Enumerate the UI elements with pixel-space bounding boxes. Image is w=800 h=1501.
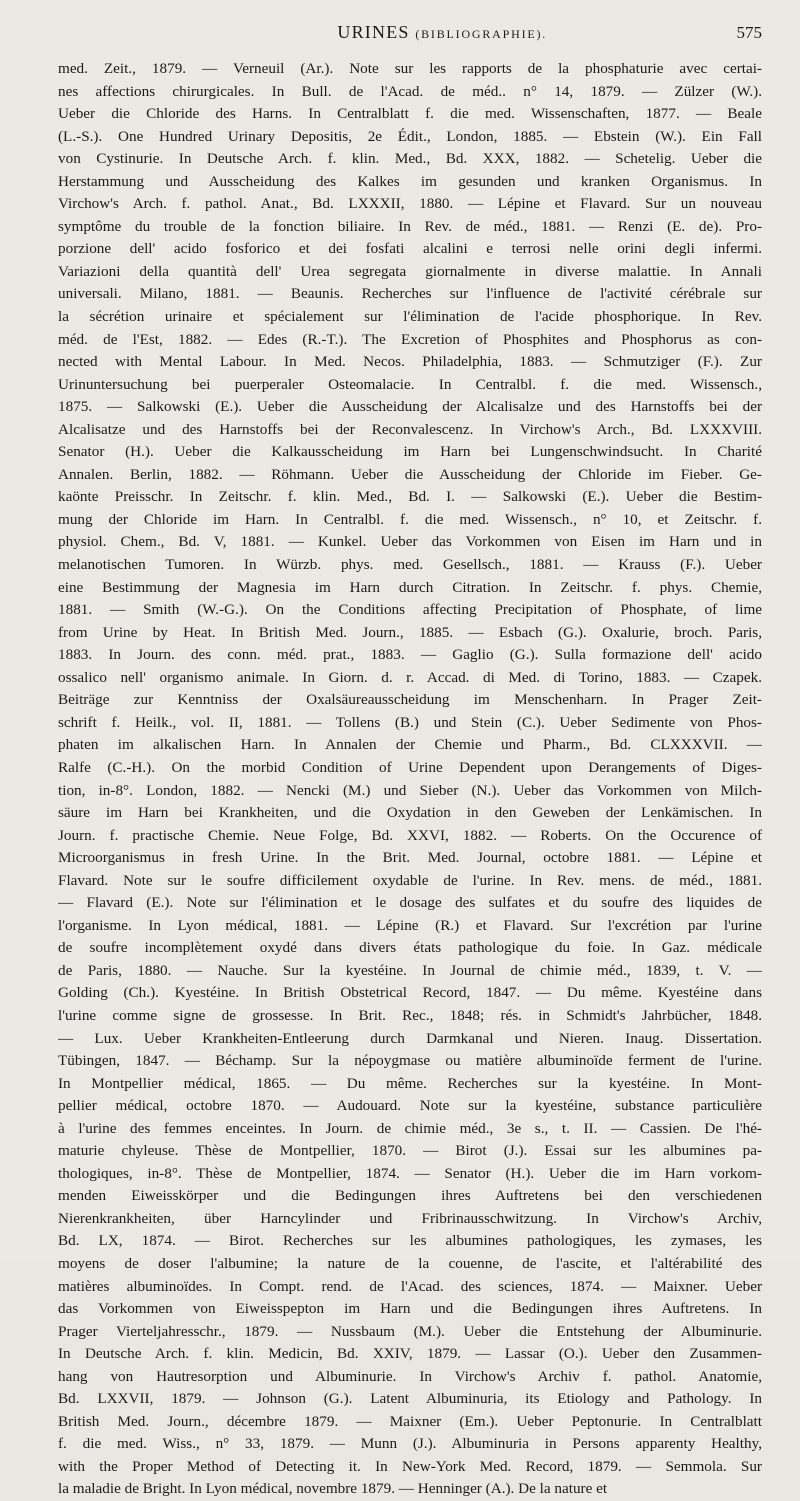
text-line: matières albuminoïdes. In Compt. rend. de l'Acad. des sciences, 1874. — Maixner. Ueber (58, 1277, 762, 1295)
text-line: melanotischen Tumoren. In Würzb. phys. med. Gesellsch., 1881. — Krauss (F.). Ueber (58, 556, 762, 574)
text-line: Senator (H.). Ueber die Kalkausscheidung im Harn bei Lungenschwindsucht. In Charité (58, 443, 762, 461)
text-line: Tübingen, 1847. — Béchamp. Sur la népoygmase ou matière albuminoïde ferment de l'urine. (58, 1052, 762, 1070)
text-line: In Deutsche Arch. f. klin. Medicin, Bd. XXIV, 1879. — Lassar (O.). Ueber den Zusammen- (58, 1345, 762, 1363)
text-line: tion, in-8°. London, 1882. — Nencki (M.) und Sieber (N.). Ueber das Vorkommen von Milch- (58, 781, 762, 799)
text-line: Virchow's Arch. f. pathol. Anat., Bd. LXXXII, 1880. — Lépine et Flavard. Sur un nouveau (58, 195, 762, 213)
text-line: Ueber die Chloride des Harns. In Centralblatt f. die med. Wissenschaften, 1877. — Beale (58, 105, 762, 123)
text-line: Prager Vierteljahresschr., 1879. — Nussbaum (M.). Ueber die Entstehung der Albuminurie. (58, 1322, 762, 1340)
text-line: (L.-S.). One Hundred Urinary Depositis, 2e Édit., London, 1885. — Ebstein (W.). Ein Fall (58, 127, 762, 145)
text-line: — Lux. Ueber Krankheiten-Entleerung durch Darmkanal und Nieren. Inaug. Dissertation. (58, 1029, 762, 1047)
text-line: symptôme du trouble de la fonction biliaire. In Rev. de méd., 1881. — Renzi (E. de). Pro- (58, 217, 762, 235)
text-line: l'organisme. In Lyon médical, 1881. — Lépine (R.) et Flavard. Sur l'excrétion par l'urine (58, 916, 762, 934)
text-line: — Flavard (E.). Note sur l'élimination et le dosage des sulfates et du soufre des liquides de (58, 894, 762, 912)
text-line: de soufre incomplètement oxydé dans divers états pathologique du foie. In Gaz. médicale (58, 939, 762, 957)
text-line: Annalen. Berlin, 1882. — Röhmann. Ueber die Ausscheidung der Chloride im Fieber. Ge- (58, 465, 762, 483)
text-line: from Urine by Heat. In British Med. Journ., 1885. — Esbach (G.). Oxalurie, broch. Paris, (58, 623, 762, 641)
page-number: 575 (736, 23, 762, 42)
text-line: pellier médical, octobre 1870. — Audouard. Note sur la kyestéine, substance particulière (58, 1097, 762, 1115)
text-line: thologiques, in-8°. Thèse de Montpellier, 1874. — Senator (H.). Ueber die im Harn vorkom- (58, 1164, 762, 1182)
text-line: f. die med. Wiss., n° 33, 1879. — Munn (J.). Albuminuria in Persons apparenty Healthy, (58, 1435, 762, 1453)
text-line: schrift f. Heilk., vol. II, 1881. — Tollens (B.) und Stein (C.). Ueber Sedimente von Phos- (58, 713, 762, 731)
text-line: hang von Hautresorption und Albuminurie. In Virchow's Archiv f. pathol. Anatomie, (58, 1367, 762, 1385)
text-line: Bd. LXXVII, 1879. — Johnson (G.). Latent Albuminuria, its Etiology and Pathology. In (58, 1390, 762, 1408)
text-line: Ralfe (C.-H.). On the morbid Condition of Urine Dependent upon Derangements of Diges- (58, 758, 762, 776)
text-line: 1883. In Journ. des conn. méd. prat., 1883. — Gaglio (G.). Sulla formazione dell' acido (58, 646, 762, 664)
text-line: med. Zeit., 1879. — Verneuil (Ar.). Note sur les rapports de la phosphaturie avec certai- (58, 60, 762, 77)
text-line: à l'urine des femmes enceintes. In Journ. de chimie méd., 3e s., t. II. — Cassien. De l'hé- (58, 1119, 762, 1137)
text-line: physiol. Chem., Bd. V, 1881. — Kunkel. Ueber das Vorkommen von Eisen im Harn und in (58, 533, 762, 551)
running-header (58, 22, 762, 58)
text-line: universali. Milano, 1881. — Beaunis. Recherches sur l'influence de l'activité cérébrale sur (58, 285, 762, 303)
text-line: with the Proper Method of Detecting it. In New-York Med. Record, 1879. — Semmola. Sur (58, 1457, 762, 1475)
text-line: Variazioni della quantità dell' Urea segregata giornalmente in diverse malattie. In Annali (58, 262, 762, 280)
text-line: phaten im alkalischen Harn. In Annalen der Chemie und Pharm., Bd. CLXXXVII. — (58, 736, 762, 754)
text-line: maturie chyleuse. Thèse de Montpellier, 1870. — Birot (J.). Essai sur les albumines pa- (58, 1142, 762, 1160)
running-title (58, 22, 737, 43)
section-title: URINES (337, 22, 410, 42)
text-line: moyens de doser l'albumine; la nature de la couenne, de l'ascite, et l'altérabilité des (58, 1254, 762, 1272)
text-line: la maladie de Bright. In Lyon médical, novembre 1879. — Henninger (A.). De la nature et (58, 1480, 608, 1498)
text-line: Nierenkrankheiten, über Harncylinder und Fribrinausschwitzung. In Virchow's Archiv, (58, 1209, 762, 1227)
text-line: porzione dell' acido fosforico et dei fosfati alcalini e terrosi nelle orini degli infermi. (58, 240, 762, 258)
text-line: Journ. f. practische Chemie. Neue Folge, Bd. XXVI, 1882. — Roberts. On the Occurence of (58, 826, 762, 844)
text-line: Urinuntersuchung bei puerperaler Osteomalacie. In Centralbl. f. die med. Wissensch., (58, 375, 762, 393)
text-line: British Med. Journ., décembre 1879. — Maixner (Em.). Ueber Peptonurie. In Centralblatt (58, 1412, 762, 1430)
text-line: 1881. — Smith (W.-G.). On the Conditions affecting Precipitation of Phosphate, of lime (58, 601, 762, 619)
text-line: nes affections chirurgicales. In Bull. de l'Acad. de méd.. n° 14, 1879. — Zülzer (W.). (58, 82, 762, 100)
text-line: menden Eiweisskörper und die Bedingungen ihres Auftretens bei den verschiedenen (58, 1187, 762, 1205)
text-line: säure im Harn bei Krankheiten, und die Oxydation in den Geweben der Lenkämischen. In (58, 804, 762, 822)
text-line: 1875. — Salkowski (E.). Ueber die Ausscheidung der Alcalisalze und des Harnstoffs bei der (58, 398, 762, 416)
text-line: Alcalisatze und des Harnstoffs bei der Reconvalescenz. In Virchow's Arch., Bd. LXXXVIII. (58, 420, 762, 438)
text-line: méd. de l'Est, 1882. — Edes (R.-T.). The Excretion of Phosphites and Phosphorus as con- (58, 330, 762, 348)
section-subtitle: (BIBLIOGRAPHIE). (415, 27, 548, 41)
text-line: kaönte Preisschr. In Zeitschr. f. klin. Med., Bd. I. — Salkowski (E.). Ueber die Bestim- (58, 488, 762, 506)
text-line: l'urine comme signe de grossesse. In Brit. Rec., 1848; rés. in Schmidt's Jahrbücher, 1848. (58, 1006, 762, 1024)
text-line: Microorganismus in fresh Urine. In the Brit. Med. Journal, octobre 1881. — Lépine et (58, 849, 762, 867)
text-line: das Vorkommen von Eiweisspepton im Harn und die Bedingungen ihres Auftretens. In (58, 1300, 762, 1318)
bibliography-text (58, 58, 762, 1501)
text-line: Bd. LX, 1874. — Birot. Recherches sur les albumines pathologiques, les zymases, les (58, 1232, 762, 1250)
text-line: mung der Chloride im Harn. In Centralbl. f. die med. Wissensch., n° 10, et Zeitschr. f. (58, 510, 762, 528)
text-line: nected with Mental Labour. In Med. Necos. Philadelphia, 1883. — Schmutziger (F.). Zur (58, 353, 762, 371)
text-line: la sécrétion urinaire et spécialement sur l'élimination de l'acide phosphorique. In Rev. (58, 308, 762, 326)
text-line: eine Bestimmung der Magnesia im Harn durch Citration. In Zeitschr. f. phys. Chemie, (58, 578, 762, 596)
text-line: Flavard. Note sur le soufre difficilement oxydable de l'urine. In Rev. mens. de méd., 1881. (58, 871, 762, 889)
text-line: ossalico nell' organismo animale. In Giorn. d. r. Accad. di Med. di Torino, 1883. — Czapek. (58, 668, 762, 686)
text-line: Golding (Ch.). Kyestéine. In British Obstetrical Record, 1847. — Du même. Kyestéine dans (58, 984, 762, 1002)
text-line: In Montpellier médical, 1865. — Du même. Recherches sur la kyestéine. In Mont- (58, 1074, 762, 1092)
text-line: Herstammung und Ausscheidung des Kalkes im gesunden und kranken Organismus. In (58, 172, 762, 190)
text-line: Beiträge zur Kenntniss der Oxalsäureausscheidung im Menschenharn. In Prager Zeit- (58, 691, 762, 709)
text-line: de Paris, 1880. — Nauche. Sur la kyestéine. In Journal de chimie méd., 1839, t. V. — (58, 961, 762, 979)
text-line: von Cystinurie. In Deutsche Arch. f. klin. Med., Bd. XXX, 1882. — Schetelig. Ueber die (58, 150, 762, 168)
